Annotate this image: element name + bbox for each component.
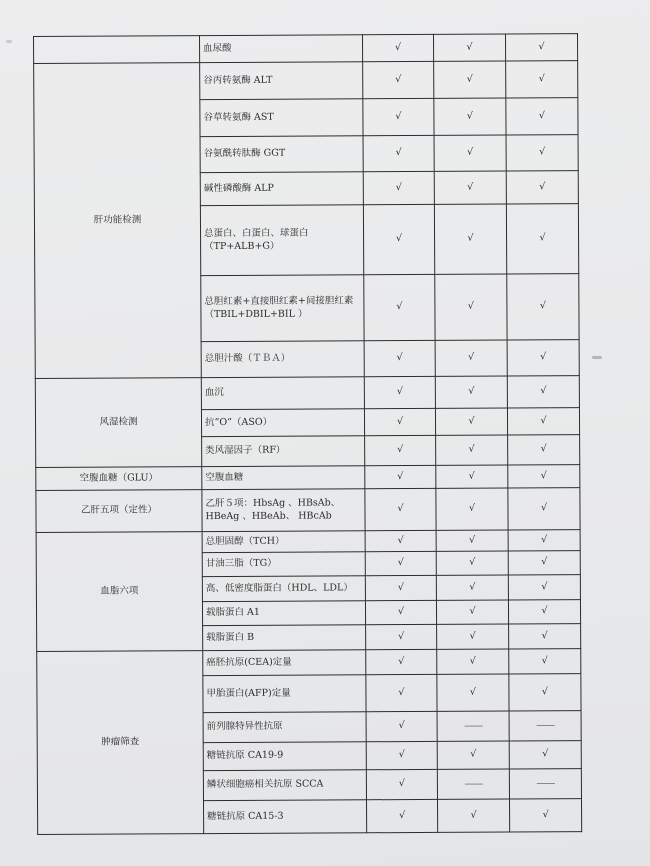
item-cell: 乙肝５项：HbsAg 、HBsAb、 HBeAg 、HBeAb、 HBcAb <box>202 489 365 532</box>
check-mark-cell: √ <box>367 799 438 832</box>
checkup-items-table <box>33 33 582 835</box>
item-cell: 空腹血糖 <box>202 466 365 490</box>
check-mark-cell: √ <box>509 649 581 674</box>
check-mark-cell: √ <box>510 799 582 832</box>
check-mark-cell: √ <box>366 711 437 741</box>
item-cell: 载脂蛋白 A1 <box>202 601 365 626</box>
check-mark-cell: √ <box>506 171 578 204</box>
check-mark-cell: √ <box>365 435 436 465</box>
item-cell: 糖链抗原 CA15-3 <box>204 800 367 834</box>
check-mark-cell: √ <box>434 61 506 98</box>
item-cell: 抗“O”（ASO） <box>201 409 364 437</box>
table-row <box>35 376 579 411</box>
check-mark-cell: √ <box>365 575 436 600</box>
check-mark-cell: √ <box>506 61 578 98</box>
item-cell: 前列腺特异性抗原 <box>203 712 366 743</box>
check-mark-cell: √ <box>435 376 507 408</box>
item-cell: 总胆固醇（TCH） <box>202 531 365 553</box>
check-mark-cell: √ <box>437 741 509 769</box>
dash-mark-cell: —— <box>437 769 509 799</box>
item-cell: 总蛋白、白蛋白、球蛋白（TP+ALB+G） <box>200 205 363 276</box>
check-mark-cell: √ <box>436 551 508 575</box>
category-cell: 乙肝五项（定性） <box>36 490 202 533</box>
check-mark-cell: √ <box>435 274 507 340</box>
table-row <box>34 61 578 101</box>
dash-mark-cell: —— <box>509 711 581 741</box>
check-mark-cell: √ <box>366 674 437 711</box>
check-mark-cell: √ <box>508 465 580 488</box>
category-cell: 肝功能检测 <box>34 63 202 379</box>
table-row <box>34 34 578 64</box>
item-cell: 总胆汁酸（ＴＢＡ） <box>201 341 364 378</box>
check-mark-cell: √ <box>508 530 580 551</box>
check-mark-cell: √ <box>364 340 435 376</box>
check-mark-cell: √ <box>435 340 507 376</box>
check-mark-cell: √ <box>436 530 508 551</box>
check-mark-cell: √ <box>509 674 581 711</box>
check-mark-cell: √ <box>434 98 506 135</box>
check-mark-cell: √ <box>362 34 433 61</box>
category-cell: 风湿检测 <box>35 378 201 468</box>
item-cell: 糖链抗原 CA19-9 <box>203 742 366 771</box>
item-cell: 谷氨酰转肽酶 GGT <box>200 136 363 173</box>
check-mark-cell: √ <box>506 135 578 171</box>
check-mark-cell: √ <box>434 204 506 274</box>
table-row <box>36 488 580 533</box>
category-cell: 肿瘤筛查 <box>37 651 204 835</box>
item-cell: 鳞状细胞癌相关抗原 SCCA <box>203 770 366 801</box>
check-mark-cell: √ <box>507 340 579 376</box>
check-mark-cell: √ <box>363 135 434 171</box>
check-mark-cell: √ <box>509 741 581 769</box>
check-mark-cell: √ <box>365 551 436 575</box>
check-mark-cell: √ <box>508 551 580 575</box>
check-mark-cell: √ <box>437 674 509 711</box>
check-mark-cell: √ <box>366 769 437 799</box>
check-mark-cell: √ <box>436 465 508 488</box>
check-mark-cell: √ <box>507 408 579 435</box>
item-cell: 碱性磷酸酶 ALP <box>200 172 363 206</box>
check-mark-cell: √ <box>436 488 508 530</box>
check-mark-cell: √ <box>366 741 437 769</box>
check-mark-cell: √ <box>508 435 580 465</box>
check-mark-cell: √ <box>434 171 506 204</box>
check-mark-cell: √ <box>509 624 581 649</box>
check-mark-cell: √ <box>437 649 509 674</box>
table-row <box>36 465 580 491</box>
check-mark-cell: √ <box>365 530 436 551</box>
check-mark-cell: √ <box>363 98 434 135</box>
paper-smudge <box>6 40 12 43</box>
check-mark-cell: √ <box>435 408 507 435</box>
item-cell: 谷草转氨酶 AST <box>200 99 363 137</box>
check-mark-cell: √ <box>364 274 435 340</box>
check-mark-cell: √ <box>436 575 508 600</box>
dash-mark-cell: —— <box>437 711 509 741</box>
item-cell: 谷丙转氨酶 ALT <box>200 62 363 100</box>
dash-mark-cell: —— <box>509 769 581 799</box>
check-mark-cell: √ <box>363 171 434 204</box>
check-mark-cell: √ <box>363 204 434 274</box>
check-mark-cell: √ <box>508 600 580 624</box>
item-cell: 血尿酸 <box>200 35 363 63</box>
check-mark-cell: √ <box>366 624 437 649</box>
item-cell: 载脂蛋白 B <box>203 625 366 651</box>
item-cell: 癌胚抗原(CEA)定量 <box>203 650 366 676</box>
check-mark-cell: √ <box>365 600 436 624</box>
category-cell <box>34 36 200 64</box>
table-body <box>34 34 582 835</box>
item-cell: 血沉 <box>201 377 364 410</box>
check-mark-cell: √ <box>508 488 580 530</box>
check-mark-cell: √ <box>363 61 434 98</box>
category-cell: 空腹血糖（GLU） <box>36 467 202 491</box>
check-mark-cell: √ <box>365 488 436 530</box>
check-mark-cell: √ <box>365 465 436 488</box>
check-mark-cell: √ <box>438 799 510 832</box>
check-mark-cell: √ <box>437 624 509 649</box>
check-mark-cell: √ <box>436 600 508 624</box>
check-mark-cell: √ <box>364 408 435 435</box>
item-cell: 甘油三脂（TG） <box>202 552 365 577</box>
check-mark-cell: √ <box>364 376 435 408</box>
check-mark-cell: √ <box>507 274 579 340</box>
check-mark-cell: √ <box>508 575 580 600</box>
check-mark-cell: √ <box>434 135 506 171</box>
check-mark-cell: √ <box>366 649 437 674</box>
check-mark-cell: √ <box>506 98 578 135</box>
check-mark-cell: √ <box>433 34 505 61</box>
check-mark-cell: √ <box>505 34 577 61</box>
check-mark-cell: √ <box>436 435 508 465</box>
item-cell: 总胆红素+直接胆红素+间接胆红素（TBIL+DBIL+BIL ） <box>201 275 364 342</box>
check-mark-cell: √ <box>507 376 579 408</box>
check-mark-cell: √ <box>506 204 578 274</box>
category-cell: 血脂六项 <box>36 532 203 652</box>
item-cell: 高、低密度脂蛋白（HDL、LDL） <box>202 576 365 602</box>
table-row <box>37 649 581 677</box>
table-row <box>36 530 580 554</box>
paper-smudge <box>592 356 602 359</box>
item-cell: 甲胎蛋白(AFP)定量 <box>203 675 366 713</box>
item-cell: 类风湿因子（RF） <box>202 436 365 467</box>
